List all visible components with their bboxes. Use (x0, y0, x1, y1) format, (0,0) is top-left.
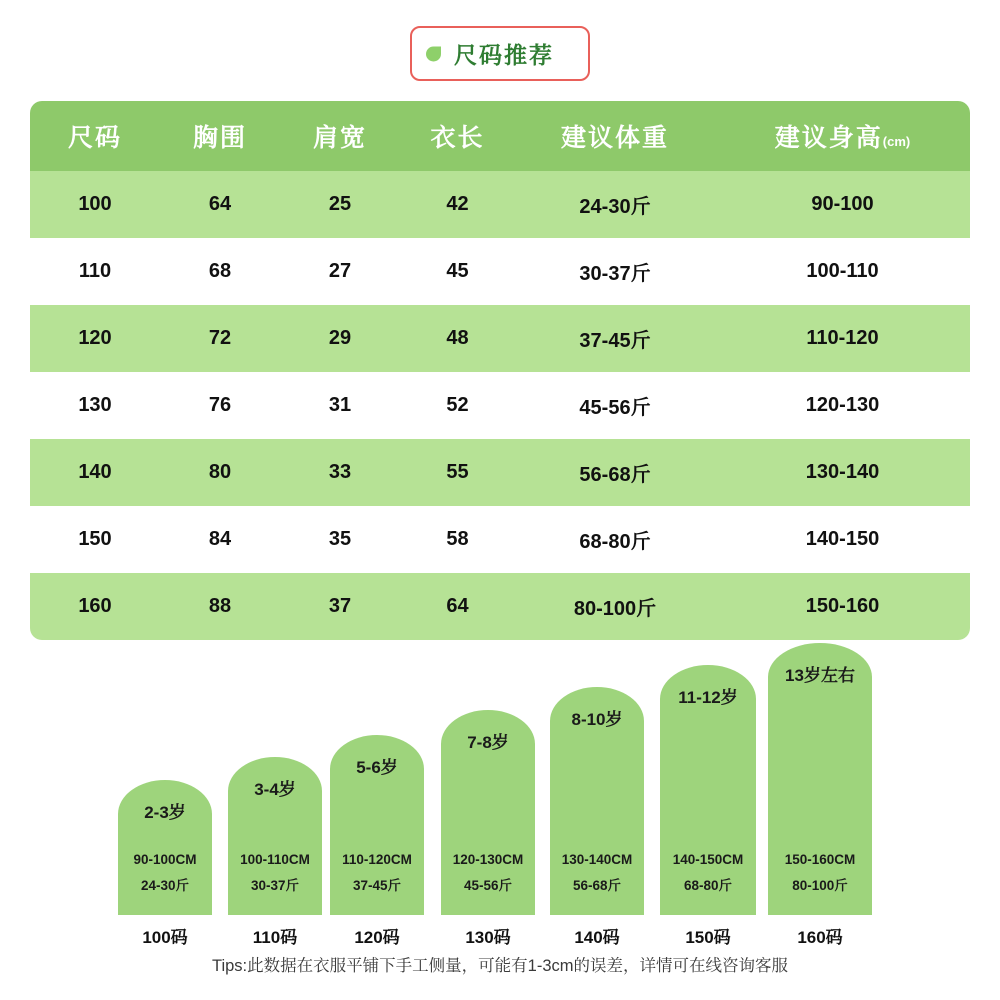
arch-weight-value: 56-68斤 (572, 878, 622, 893)
arch-size-label: 160码 (797, 928, 843, 947)
arch-weight-value: 37-45斤 (352, 878, 402, 893)
column-header-length (400, 101, 515, 171)
cell-size: 160 (30, 573, 160, 640)
size-table (30, 101, 970, 640)
arch-weight-value: 68-80斤 (683, 878, 733, 893)
column-header-length-label: 衣长 (430, 124, 485, 152)
cell-bust: 68 (160, 238, 280, 305)
arch-bar (550, 687, 644, 915)
cell-weight: 24-30斤 (515, 171, 715, 238)
arch-age-label: 11-12岁 (678, 688, 738, 707)
arch-column (118, 780, 212, 948)
arch-bar (228, 757, 322, 915)
leaf-icon (426, 46, 441, 61)
arch-age-label: 5-6岁 (356, 758, 398, 777)
column-header-size-label: 尺码 (67, 124, 122, 152)
cell-shoulder: 29 (280, 305, 400, 372)
tips-note: Tips:此数据在衣服平铺下手工侧量，可能有1-3cm的误差，详情可在线咨询客服 (212, 957, 788, 975)
arch-bar (768, 643, 872, 915)
cell-weight: 37-45斤 (515, 305, 715, 372)
cell-weight: 45-56斤 (515, 372, 715, 439)
arch-size-label: 100码 (142, 928, 188, 947)
table-row (30, 506, 970, 573)
cell-height: 130-140 (715, 439, 970, 506)
cell-length: 45 (400, 238, 515, 305)
column-header-weight (515, 101, 715, 171)
column-header-size (30, 101, 160, 171)
cell-bust: 84 (160, 506, 280, 573)
cell-height: 100-110 (715, 238, 970, 305)
cell-length: 52 (400, 372, 515, 439)
arch-height-value: 110-120CM (342, 852, 412, 867)
arch-age-label: 3-4岁 (254, 780, 296, 799)
column-header-bust-label: 胸围 (192, 124, 247, 152)
arch-bar (660, 665, 756, 915)
cell-shoulder: 27 (280, 238, 400, 305)
cell-length: 58 (400, 506, 515, 573)
arch-bar (118, 780, 212, 915)
arch-size-label: 120码 (354, 928, 400, 947)
arch-column (660, 665, 756, 948)
cell-height: 140-150 (715, 506, 970, 573)
column-header-weight-label: 建议体重 (560, 124, 669, 152)
column-header-shoulder-label: 肩宽 (312, 124, 367, 152)
arch-weight-value: 45-56斤 (463, 878, 513, 893)
table-row (30, 171, 970, 238)
table-row (30, 305, 970, 372)
page-title: 尺码推荐 (454, 42, 554, 68)
table-row (30, 573, 970, 640)
cell-shoulder: 37 (280, 573, 400, 640)
cell-height: 110-120 (715, 305, 970, 372)
cell-weight: 80-100斤 (515, 573, 715, 640)
arch-height-value: 140-150CM (672, 852, 744, 867)
arch-column (768, 643, 872, 948)
cell-shoulder: 25 (280, 171, 400, 238)
column-header-bust (160, 101, 280, 171)
table-header (30, 101, 970, 171)
cell-length: 64 (400, 573, 515, 640)
arch-bar (441, 710, 535, 915)
cell-size: 100 (30, 171, 160, 238)
arch-age-label: 13岁左右 (785, 666, 855, 685)
cell-height: 150-160 (715, 573, 970, 640)
column-header-shoulder (280, 101, 400, 171)
title-section (0, 0, 1000, 81)
arch-column (228, 757, 322, 948)
arch-height-value: 130-140CM (561, 852, 633, 867)
cell-length: 42 (400, 171, 515, 238)
cell-length: 48 (400, 305, 515, 372)
cell-shoulder: 33 (280, 439, 400, 506)
cell-shoulder: 31 (280, 372, 400, 439)
arch-height-value: 100-110CM (240, 852, 310, 867)
cell-size: 110 (30, 238, 160, 305)
column-header-height-unit: (cm) (882, 134, 911, 149)
arch-bar (330, 735, 424, 915)
cell-bust: 88 (160, 573, 280, 640)
size-table-container (30, 101, 970, 640)
arch-height-value: 90-100CM (133, 852, 197, 867)
arch-column (441, 710, 535, 948)
cell-shoulder: 35 (280, 506, 400, 573)
arch-weight-value: 30-37斤 (250, 878, 300, 893)
cell-size: 130 (30, 372, 160, 439)
cell-weight: 68-80斤 (515, 506, 715, 573)
cell-size: 120 (30, 305, 160, 372)
arch-height-value: 120-130CM (452, 852, 524, 867)
table-row (30, 372, 970, 439)
table-row (30, 439, 970, 506)
cell-height: 120-130 (715, 372, 970, 439)
arch-age-label: 7-8岁 (467, 733, 509, 752)
table-body (30, 171, 970, 640)
arch-weight-value: 24-30斤 (140, 878, 190, 893)
cell-bust: 76 (160, 372, 280, 439)
arch-size-label: 110码 (252, 928, 298, 947)
table-header-row (30, 101, 970, 171)
cell-height: 90-100 (715, 171, 970, 238)
title-badge (410, 26, 590, 81)
cell-size: 140 (30, 439, 160, 506)
arch-age-label: 2-3岁 (144, 803, 186, 822)
table-row (30, 238, 970, 305)
cell-bust: 80 (160, 439, 280, 506)
cell-weight: 30-37斤 (515, 238, 715, 305)
arch-size-label: 150码 (685, 928, 731, 947)
cell-weight: 56-68斤 (515, 439, 715, 506)
age-size-chart (0, 658, 1000, 948)
arch-weight-value: 80-100斤 (792, 878, 848, 893)
cell-bust: 64 (160, 171, 280, 238)
arch-size-label: 130码 (465, 928, 511, 947)
arch-age-label: 8-10岁 (571, 710, 623, 729)
cell-bust: 72 (160, 305, 280, 372)
cell-length: 55 (400, 439, 515, 506)
arch-size-label: 140码 (574, 928, 620, 947)
arch-column (550, 687, 644, 948)
column-header-height-label: 建议身高 (774, 124, 883, 152)
cell-size: 150 (30, 506, 160, 573)
arch-column (330, 735, 424, 948)
arch-height-value: 150-160CM (784, 852, 856, 867)
column-header-height (715, 101, 970, 171)
